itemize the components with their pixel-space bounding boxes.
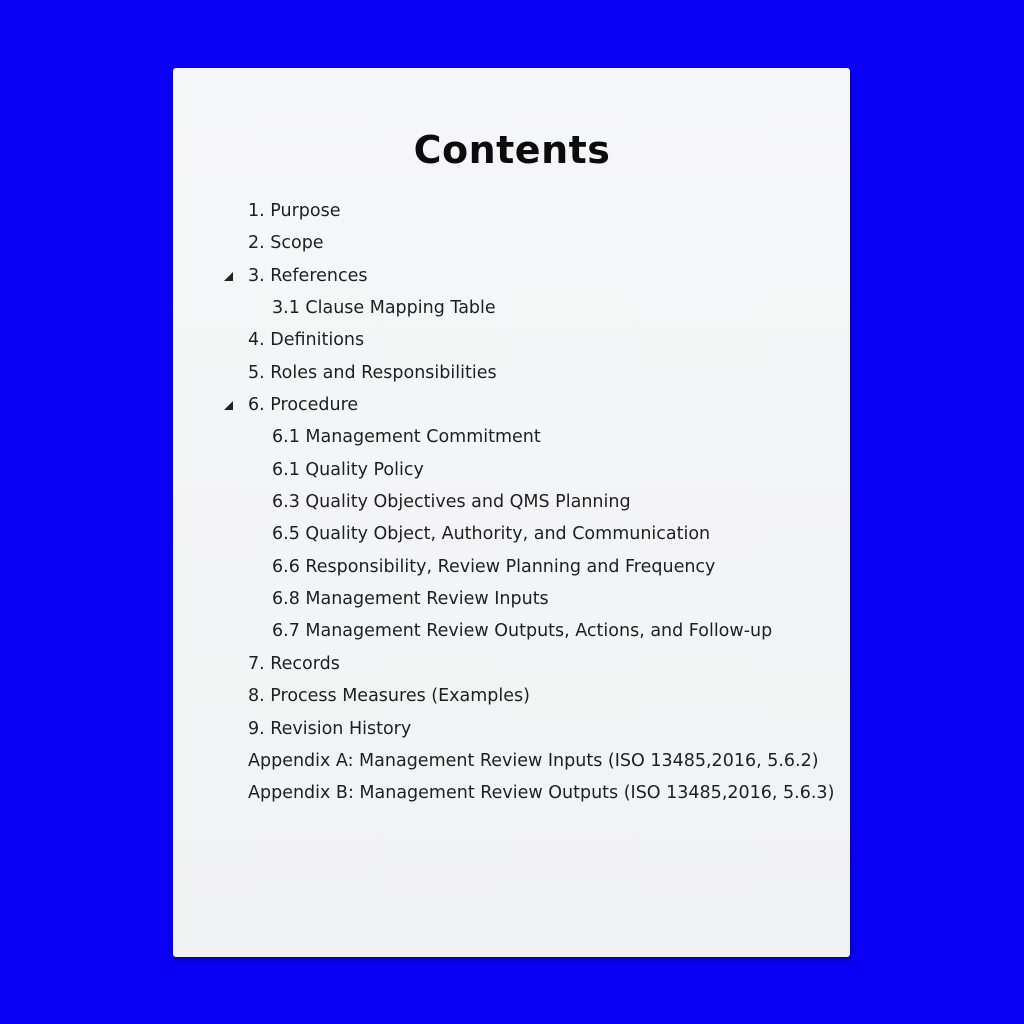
- toc-item-label: Appendix A: Management Review Inputs (ISO 13485,2016, 5.6.2): [248, 750, 819, 771]
- toc-item-label: 6.6 Responsibility, Review Planning and Frequency: [272, 556, 716, 577]
- toc-item-roles-and-responsibilities[interactable]: [0, 357, 1024, 389]
- toc-item-clause-mapping-table[interactable]: [0, 292, 1024, 324]
- toc-item-procedure[interactable]: [0, 389, 1024, 421]
- toc-item-label: 6. Procedure: [248, 395, 359, 416]
- page-title: Contents: [413, 128, 611, 173]
- toc-item-label: 3.1 Clause Mapping Table: [272, 298, 496, 319]
- toc-item-label: 1. Purpose: [248, 201, 341, 221]
- toc-item-quality-objectives[interactable]: [0, 486, 1024, 518]
- toc-item-label: 6.5 Quality Object, Authority, and Communication: [272, 524, 711, 545]
- toc-item-management-commitment[interactable]: [0, 421, 1024, 453]
- toc-item-label: 8. Process Measures (Examples): [248, 686, 530, 707]
- toc-item-label: 4. Definitions: [248, 330, 365, 351]
- toc-item-references[interactable]: [0, 260, 1024, 292]
- toc-item-label: 7. Records: [248, 653, 340, 674]
- toc-item-label: 6.7 Management Review Outputs, Actions, and Follow-up: [272, 621, 773, 642]
- toc-item-management-review-outputs[interactable]: [0, 615, 1024, 647]
- toc-item-appendix-b[interactable]: [0, 777, 1024, 809]
- toc-item-label: 6.1 Management Commitment: [272, 427, 541, 448]
- toc-item-purpose[interactable]: [0, 195, 1024, 227]
- toc-item-revision-history[interactable]: [0, 713, 1024, 745]
- toc-item-responsibility-review-planning[interactable]: [0, 551, 1024, 583]
- toc-item-label: 9. Revision History: [248, 718, 412, 739]
- caret-expanded-icon[interactable]: [224, 389, 234, 421]
- toc-item-label: 5. Roles and Responsibilities: [248, 362, 497, 383]
- caret-expanded-icon[interactable]: [224, 260, 234, 292]
- toc-item-records[interactable]: [0, 648, 1024, 680]
- toc-item-label: 3. References: [248, 265, 368, 286]
- toc-item-label: 6.3 Quality Objectives and QMS Planning: [272, 492, 631, 513]
- toc-item-definitions[interactable]: [0, 324, 1024, 356]
- toc-item-label: Appendix B: Management Review Outputs (ISO 13485,2016, 5.6.3): [248, 783, 835, 804]
- toc-item-scope[interactable]: [0, 227, 1024, 259]
- toc-item-label: 2. Scope: [248, 233, 324, 254]
- toc-item-quality-object-authority[interactable]: [0, 518, 1024, 550]
- toc-item-quality-policy[interactable]: [0, 454, 1024, 486]
- table-of-contents: [0, 195, 1024, 810]
- toc-item-management-review-inputs[interactable]: [0, 583, 1024, 615]
- toc-item-appendix-a[interactable]: [0, 745, 1024, 777]
- toc-item-label: 6.8 Management Review Inputs: [272, 589, 549, 610]
- toc-item-label: 6.1 Quality Policy: [272, 459, 424, 480]
- toc-item-process-measures[interactable]: [0, 680, 1024, 712]
